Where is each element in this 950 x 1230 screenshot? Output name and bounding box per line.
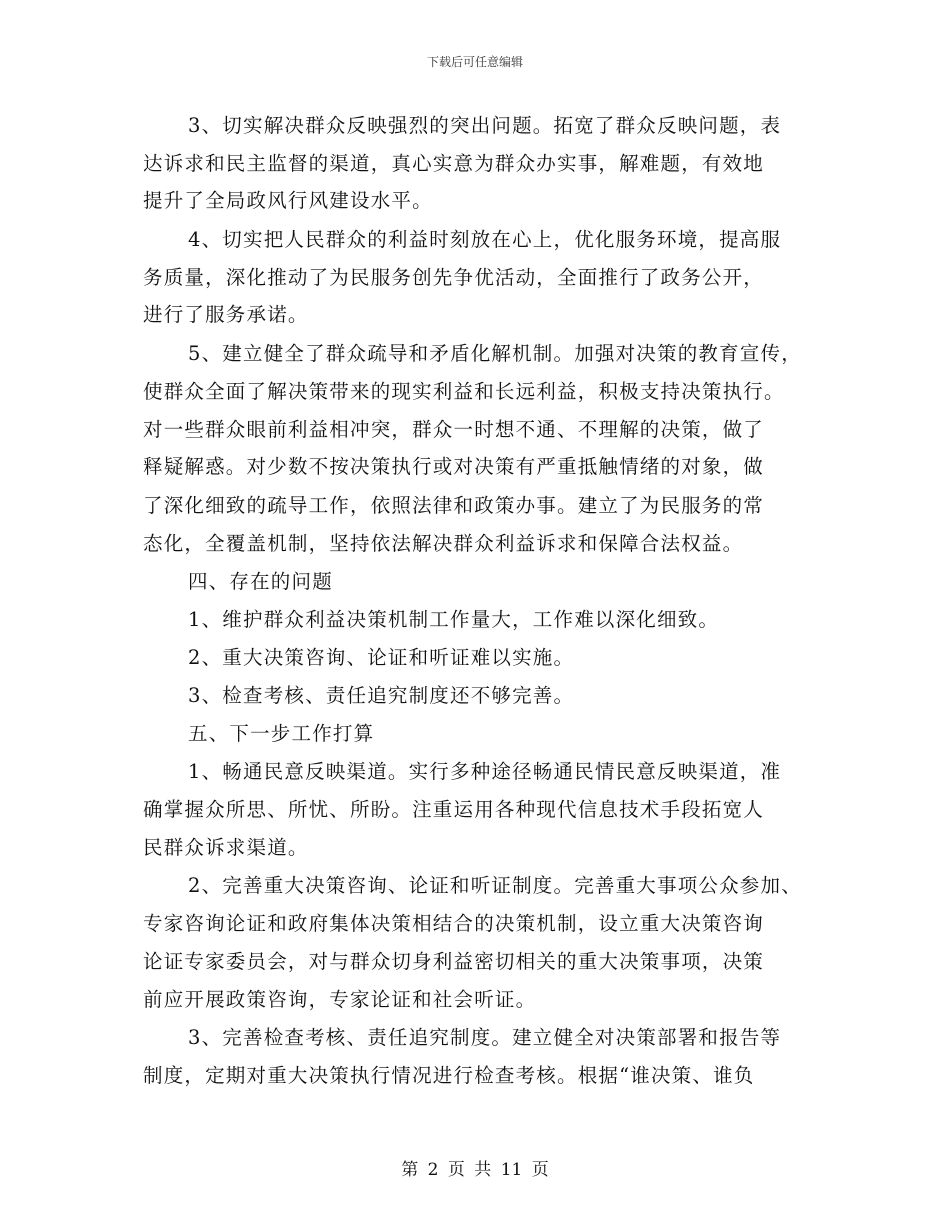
paragraph-line: 论证专家委员会，对与群众切身利益密切相关的重大决策事项，决策 [143, 950, 765, 973]
paragraph-line: 2、完善重大决策咨询、论证和听证制度。完善重大事项公众参加、 [188, 874, 802, 897]
paragraph-line: 专家咨询论证和政府集体决策相结合的决策机制，设立重大决策咨询 [143, 912, 765, 935]
paragraph-line: 进行了服务承诺。 [143, 303, 309, 326]
section-heading: 五、下一步工作打算 [188, 722, 375, 745]
page-header: 下载后可任意编辑 [426, 55, 523, 69]
paragraph-line: 3、切实解决群众反映强烈的突出问题。拓宽了群众反映问题，表 [188, 114, 782, 137]
paragraph-line: 务质量，深化推动了为民服务创先争优活动，全面推行了政务公开， [143, 266, 765, 289]
paragraph-line: 前应开展政策咨询，专家论证和社会听证。 [143, 988, 537, 1011]
paragraph-line: 确掌握众所思、所忧、所盼。注重运用各种现代信息技术手段拓宽人 [143, 798, 765, 821]
paragraph-line: 3、完善检查考核、责任追究制度。建立健全对决策部署和报告等 [188, 1026, 782, 1049]
paragraph-line: 了深化细致的疏导工作，依照法律和政策办事。建立了为民服务的常 [143, 494, 765, 517]
paragraph-line: 民群众诉求渠道。 [143, 836, 309, 859]
paragraph-line: 达诉求和民主监督的渠道，真心实意为群众办实事，解难题，有效地 [143, 152, 765, 175]
paragraph-line: 1、维护群众利益决策机制工作量大，工作难以深化细致。 [188, 608, 720, 631]
paragraph-line: 2、重大决策咨询、论证和听证难以实施。 [188, 646, 575, 669]
paragraph-line: 释疑解惑。对少数不按决策执行或对决策有严重抵触情绪的对象，做 [143, 455, 765, 478]
paragraph-line: 5、建立健全了群众疏导和矛盾化解机制。加强对决策的教育宣传， [188, 342, 802, 365]
paragraph-line: 态化，全覆盖机制，坚持依法解决群众利益诉求和保障合法权益。 [143, 532, 744, 555]
paragraph-line: 提升了全局政风行风建设水平。 [143, 189, 433, 212]
paragraph-line: 制度，定期对重大决策执行情况进行检查考核。根据“谁决策、谁负 [143, 1064, 755, 1087]
paragraph-line: 使群众全面了解决策带来的现实利益和长远利益，积极支持决策执行。 [143, 380, 785, 403]
section-heading: 四、存在的问题 [188, 570, 333, 593]
paragraph-line: 4、切实把人民群众的利益时刻放在心上，优化服务环境，提高服 [188, 228, 782, 251]
page-number-footer: 第 2 页 共 11 页 [401, 1160, 549, 1180]
paragraph-line: 对一些群众眼前利益相冲突，群众一时想不通、不理解的决策，做了 [143, 418, 765, 441]
paragraph-line: 1、畅通民意反映渠道。实行多种途径畅通民情民意反映渠道，准 [188, 760, 782, 783]
paragraph-line: 3、检查考核、责任追究制度还不够完善。 [188, 684, 575, 707]
